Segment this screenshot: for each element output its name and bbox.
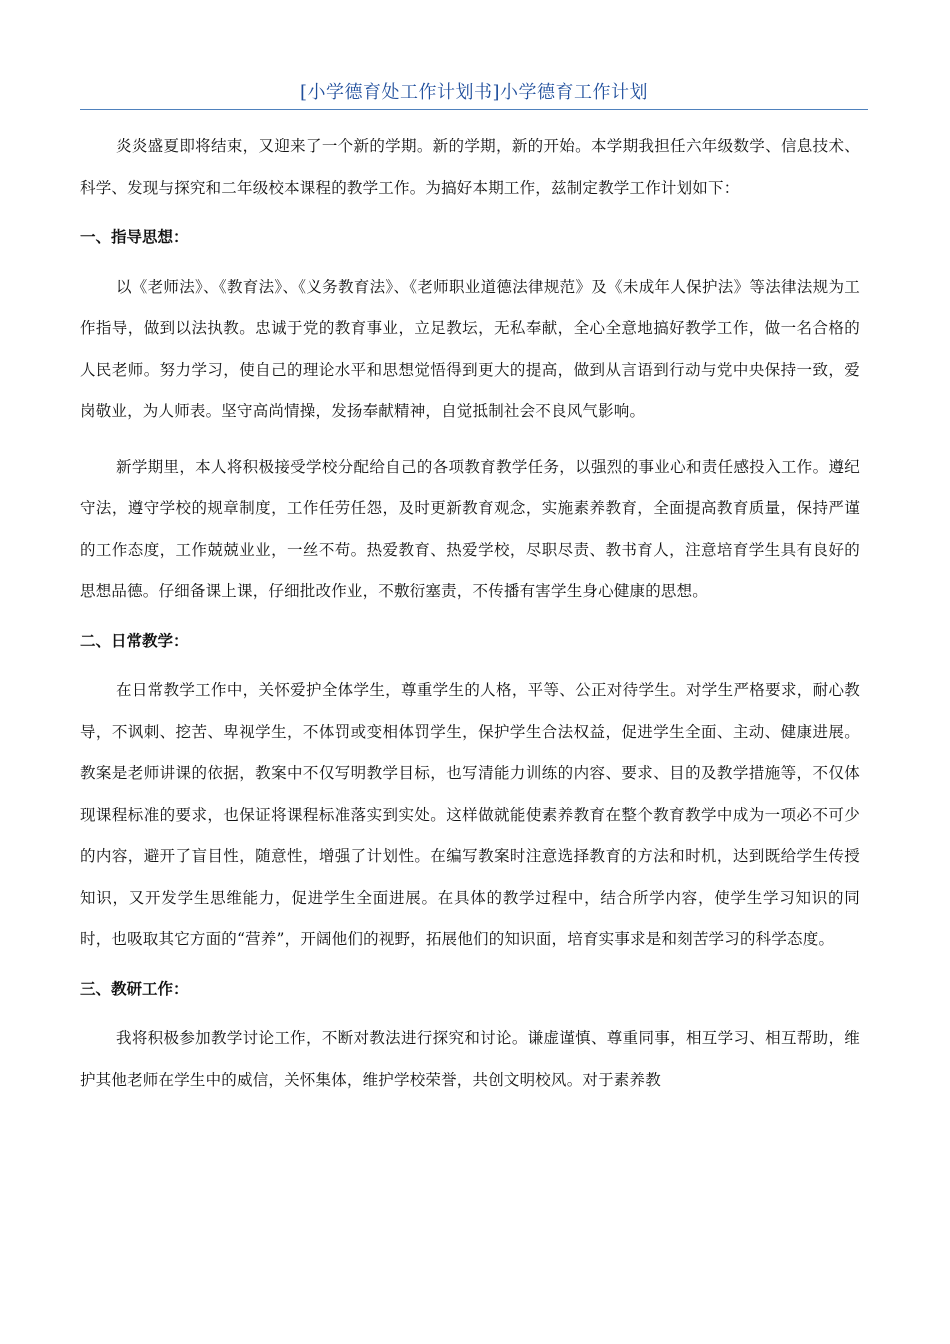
section-paragraph: 我将积极参加教学讨论工作，不断对教法进行探究和讨论。谦虚谨慎、尊重同事，相互学习、相互帮助，维护其他老师在学生中的威信，关怀集体，维护学校荣誉，共创文明校风。对于素养教 xyxy=(80,1029,860,1089)
document-header xyxy=(80,76,868,110)
document-body xyxy=(80,126,860,1101)
section-paragraph: 以《老师法》、《教育法》、《义务教育法》、《老师职业道德法律规范》及《未成年人保护法》等法律法规为工作指导，做到以法执教。忠诚于党的教育事业，立足教坛，无私奉献，全心全意地搞好教学工作，做一名合格的人民老师。努力学习，使自己的理论水平和思想觉悟得到更大的提高，做到从言语到行动与党中央保持一致，爱岗敬业，为人师表。坚守高尚情操，发扬奉献精神，自觉抵制社会不良风气影响。 xyxy=(80,277,860,420)
section-paragraph: 新学期里，本人将积极接受学校分配给自己的各项教育教学任务，以强烈的事业心和责任感投入工作。遵纪守法，遵守学校的规章制度，工作任劳任怨，及时更新教育观念，实施素养教育，全面提高教育质量，保持严谨的工作态度，工作兢兢业业，一丝不苟。热爱教育、热爱学校，尽职尽责、教书育人，注意培育学生具有良好的思想品德。仔细备课上课，仔细批改作业，不敷衍塞责，不传播有害学生身心健康的思想。 xyxy=(80,457,860,600)
section-heading-guiding-thought: 一、指导思想： xyxy=(80,228,189,246)
section-heading-teaching-research: 三、教研工作： xyxy=(80,979,189,998)
intro-paragraph: 炎炎盛夏即将结束，又迎来了一个新的学期。新的学期，新的开始。本学期我担任六年级数学、信息技术、科学、发现与探究和二年级校本课程的教学工作。为搞好本期工作，兹制定教学工作计划如下： xyxy=(80,137,860,197)
document-title: [小学德育处工作计划书]小学德育工作计划 xyxy=(299,82,649,103)
section-heading-daily-teaching: 二、日常教学： xyxy=(80,631,189,650)
section-paragraph: 在日常教学工作中，关怀爱护全体学生，尊重学生的人格，平等、公正对待学生。对学生严格要求，耐心教导，不讽刺、挖苦、卑视学生，不体罚或变相体罚学生，保护学生合法权益，促进学生全面、主动、健康进展。教案是老师讲课的依据，教案中不仅写明教学目标，也写清能力训练的内容、要求、目的及教学措施等，不仅体现课程标准的要求，也保证将课程标准落实到实处。这样做就能使素养教育在整个教育教学中成为一项必不可少的内容，避开了盲目性，随意性，增强了计划性。在编写教案时注意选择教育的方法和时机，达到既给学生传授知识，又开发学生思维能力，促进学生全面进展。在具体的教学过程中，结合所学内容，使学生学习知识的同时，也吸取其它方面的“营养”，开阔他们的视野，拓展他们的知识面，培育实事求是和刻苦学习的科学态度。 xyxy=(80,681,860,948)
